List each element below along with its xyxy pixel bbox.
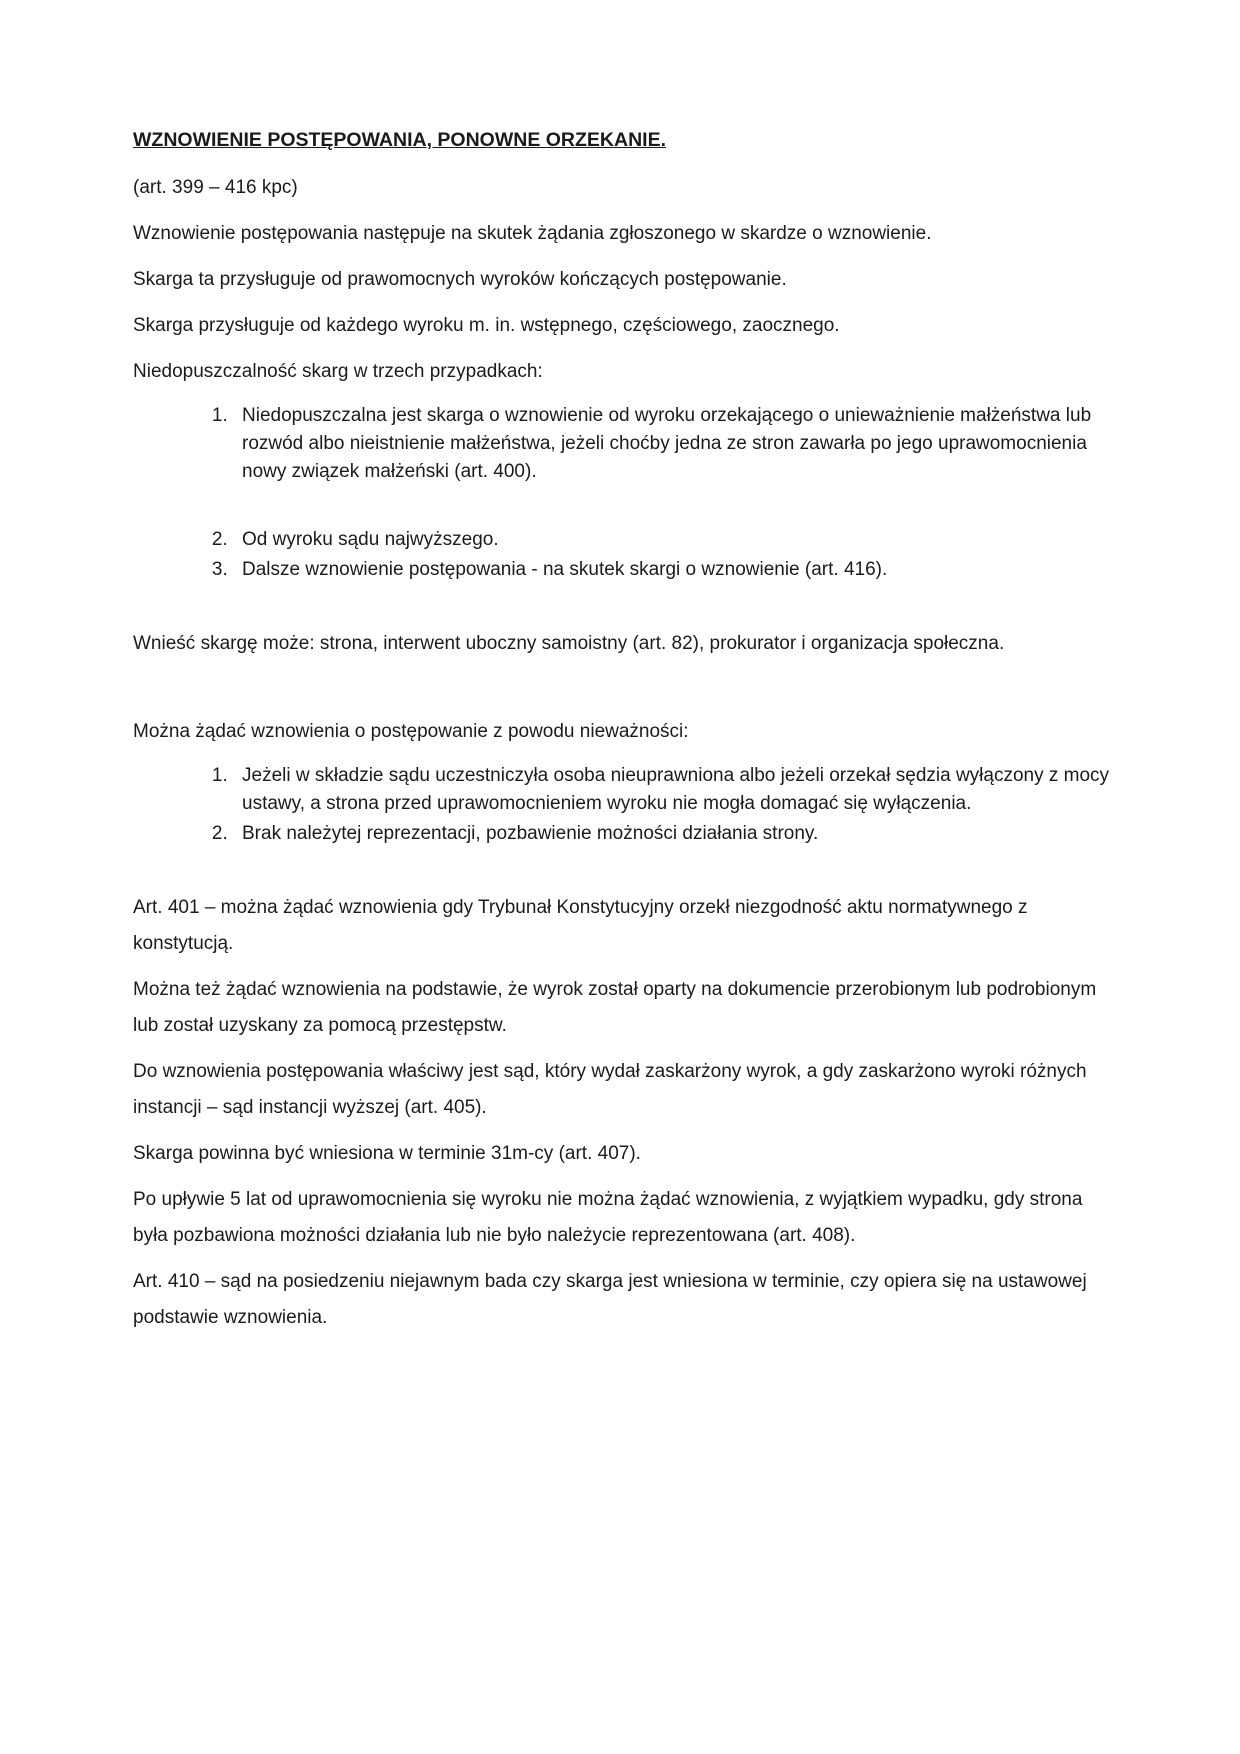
- list-niedopuszczalnosc: [133, 402, 1112, 584]
- paragraph-skarga-rodzaje: Skarga przysługuje od każdego wyroku m. in. wstępnego, częściowego, zaocznego.: [133, 315, 840, 336]
- paragraph-termin-skargi: Skarga powinna być wniesiona w terminie 31m-cy (art. 407).: [133, 1143, 641, 1164]
- paragraph-piec-lat: Po upływie 5 lat od uprawomocnienia się wyroku nie można żądać wznowienia, z wyjątkiem wypadku, gdy strona była pozbawiona możności działania lub nie było należycie reprezentowana (art. 408).: [133, 1189, 1083, 1246]
- paragraph-niedopuszczalnosc-heading: Niedopuszczalność skarg w trzech przypadkach:: [133, 361, 543, 382]
- list-item-niewaznosc-1: 1. Jeżeli w składzie sądu uczestniczyła osoba nieuprawniona albo jeżeli orzekał sędzia wyłączony z mocy ustawy, a strona przed uprawomocnieniem wyroku nie mogła domagać się wyłączenia.: [233, 762, 1112, 818]
- paragraph-dokument-przerobiony: Można też żądać wznowienia na podstawie, że wyrok został oparty na dokumencie przerobionym lub podrobionym lub został uzyskany za pomocą przestępstw.: [133, 979, 1097, 1036]
- list-item-niedopuszczalnosc-2: 2. Od wyroku sądu najwyższego.: [233, 526, 1112, 554]
- paragraph-wznowienie-intro: Wznowienie postępowania następuje na skutek żądania zgłoszonego w skardze o wznowienie.: [133, 223, 932, 244]
- paragraph-sad-wlasciwy: Do wznowienia postępowania właściwy jest sąd, który wydał zaskarżony wyrok, a gdy zaskarżono wyroki różnych instancji – sąd instancji wyższej (art. 405).: [133, 1061, 1087, 1118]
- paragraph-art-410: Art. 410 – sąd na posiedzeniu niejawnym bada czy skarga jest wniesiona w terminie, czy opiera się na ustawowej podstawie wznowienia.: [133, 1271, 1087, 1328]
- paragraph-skarga-prawomocne: Skarga ta przysługuje od prawomocnych wyroków kończących postępowanie.: [133, 269, 787, 290]
- list-item-niewaznosc-2: 2. Brak należytej reprezentacji, pozbawienie możności działania strony.: [233, 820, 1112, 848]
- list-niewaznosc: [133, 762, 1112, 848]
- list-item-niedopuszczalnosc-1: 1. Niedopuszczalna jest skarga o wznowienie od wyroku orzekającego o unieważnienie małżeństwa lub rozwód albo nieistnienie małżeństwa, jeżeli choćby jedna ze stron zawarła po jego uprawomocnienia nowy związek małżeński (art. 400).: [233, 402, 1112, 486]
- paragraph-wniesc-skarge: Wnieść skargę może: strona, interwent uboczny samoistny (art. 82), prokurator i organizacja społeczna.: [133, 633, 1005, 654]
- document-title: WZNOWIENIE POSTĘPOWANIA, PONOWNE ORZEKANIE.: [133, 129, 667, 151]
- paragraph-art-401: Art. 401 – można żądać wznowienia gdy Trybunał Konstytucyjny orzekł niezgodność aktu normatywnego z konstytucją.: [133, 897, 1028, 954]
- paragraph-niewaznosc-heading: Można żądać wznowienia o postępowanie z powodu nieważności:: [133, 721, 689, 742]
- list-item-niedopuszczalnosc-3: 3. Dalsze wznowienie postępowania - na skutek skargi o wznowienie (art. 416).: [233, 556, 1112, 584]
- paragraph-art-range: (art. 399 – 416 kpc): [133, 177, 298, 198]
